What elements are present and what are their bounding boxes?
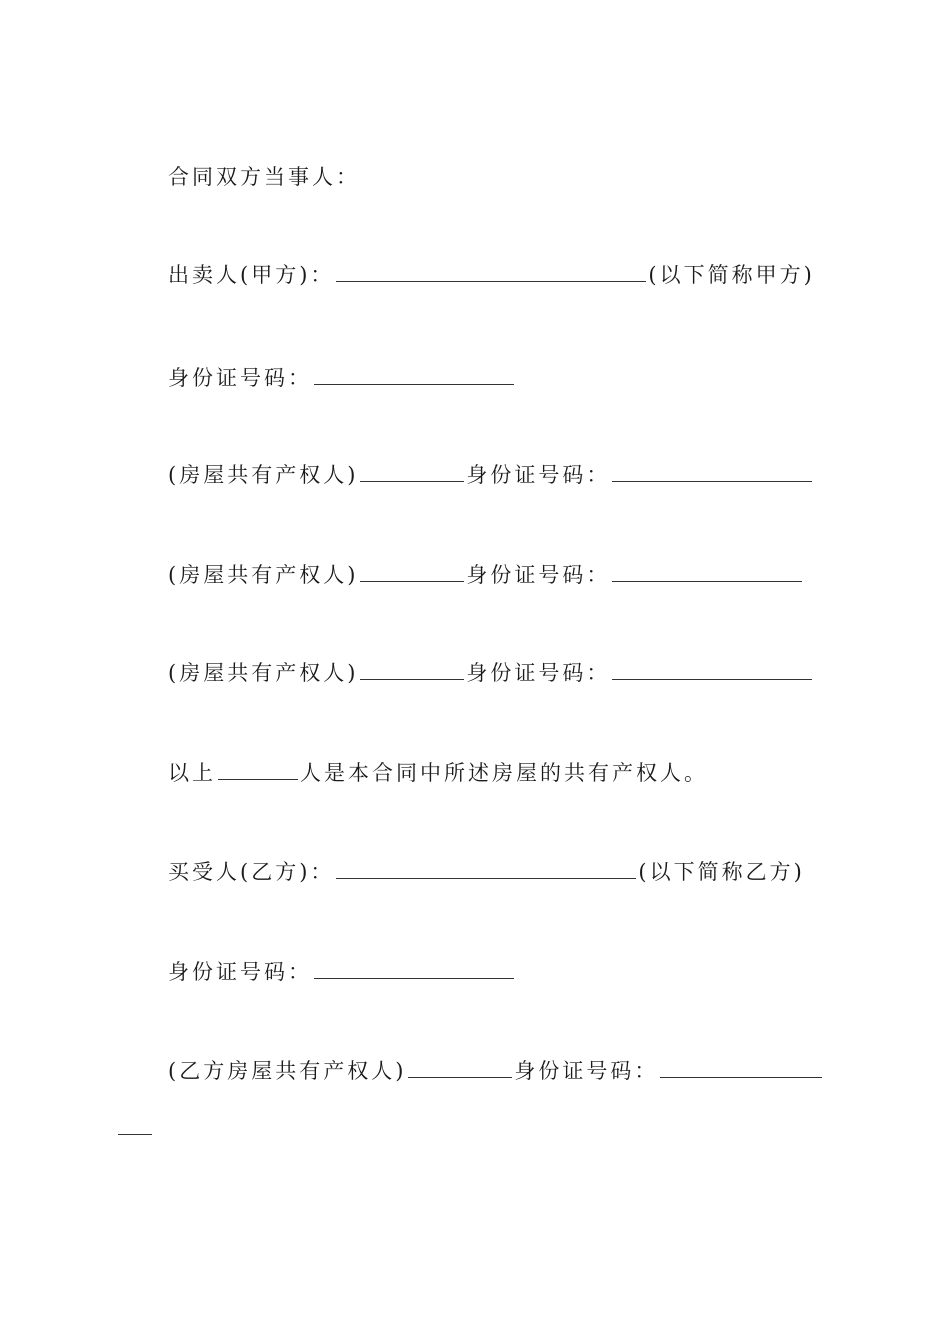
buyer-co-owner-line: [168, 1056, 824, 1086]
parties-heading-text: 合同双方当事人：: [168, 165, 360, 189]
seller-id-label: 身份证号码：: [168, 366, 312, 390]
buyer-id-line: [168, 957, 516, 987]
co-owner-count-blank[interactable]: [218, 759, 298, 780]
co-owner-name-blank[interactable]: [360, 461, 464, 482]
seller-name-blank[interactable]: [336, 261, 646, 282]
buyer-id-label: 身份证号码：: [168, 960, 312, 984]
co-owner-id-label: 身份证号码：: [466, 661, 611, 685]
buyer-suffix: (以下简称乙方): [638, 860, 805, 884]
seller-line: [168, 260, 815, 290]
co-owner-statement-suffix: 人是本合同中所述房屋的共有产权人。: [300, 761, 708, 785]
buyer-label: 买受人(乙方)：: [168, 860, 335, 884]
co-owner-name-blank[interactable]: [360, 659, 464, 680]
buyer-co-owner-id-blank-continuation[interactable]: [118, 1116, 152, 1135]
buyer-co-owner-label: (乙方房屋共有产权人): [168, 1059, 407, 1083]
seller-id-line: [168, 363, 516, 393]
buyer-co-owner-name-blank[interactable]: [408, 1057, 512, 1078]
buyer-co-owner-id-blank[interactable]: [660, 1057, 822, 1078]
co-owner-id-label: 身份证号码：: [466, 563, 611, 587]
buyer-co-owner-id-label: 身份证号码：: [514, 1059, 659, 1083]
seller-id-blank[interactable]: [314, 364, 514, 385]
buyer-line: [168, 857, 805, 887]
seller-label: 出卖人(甲方)：: [168, 263, 335, 287]
co-owner-label: (房屋共有产权人): [168, 661, 359, 685]
co-owner-label: (房屋共有产权人): [168, 463, 359, 487]
co-owner-label: (房屋共有产权人): [168, 563, 359, 587]
co-owner-statement: [168, 758, 708, 788]
co-owner-line-2: [168, 560, 804, 590]
co-owner-id-blank[interactable]: [612, 659, 812, 680]
buyer-id-blank[interactable]: [314, 958, 514, 979]
co-owner-line-3: [168, 658, 814, 688]
co-owner-id-label: 身份证号码：: [466, 463, 611, 487]
co-owner-id-blank[interactable]: [612, 561, 802, 582]
co-owner-statement-prefix: 以上: [168, 761, 216, 785]
co-owner-line-1: [168, 460, 814, 490]
co-owner-id-blank[interactable]: [612, 461, 812, 482]
parties-heading: [168, 162, 360, 192]
seller-suffix: (以下简称甲方): [648, 263, 815, 287]
buyer-name-blank[interactable]: [336, 858, 636, 879]
co-owner-name-blank[interactable]: [360, 561, 464, 582]
